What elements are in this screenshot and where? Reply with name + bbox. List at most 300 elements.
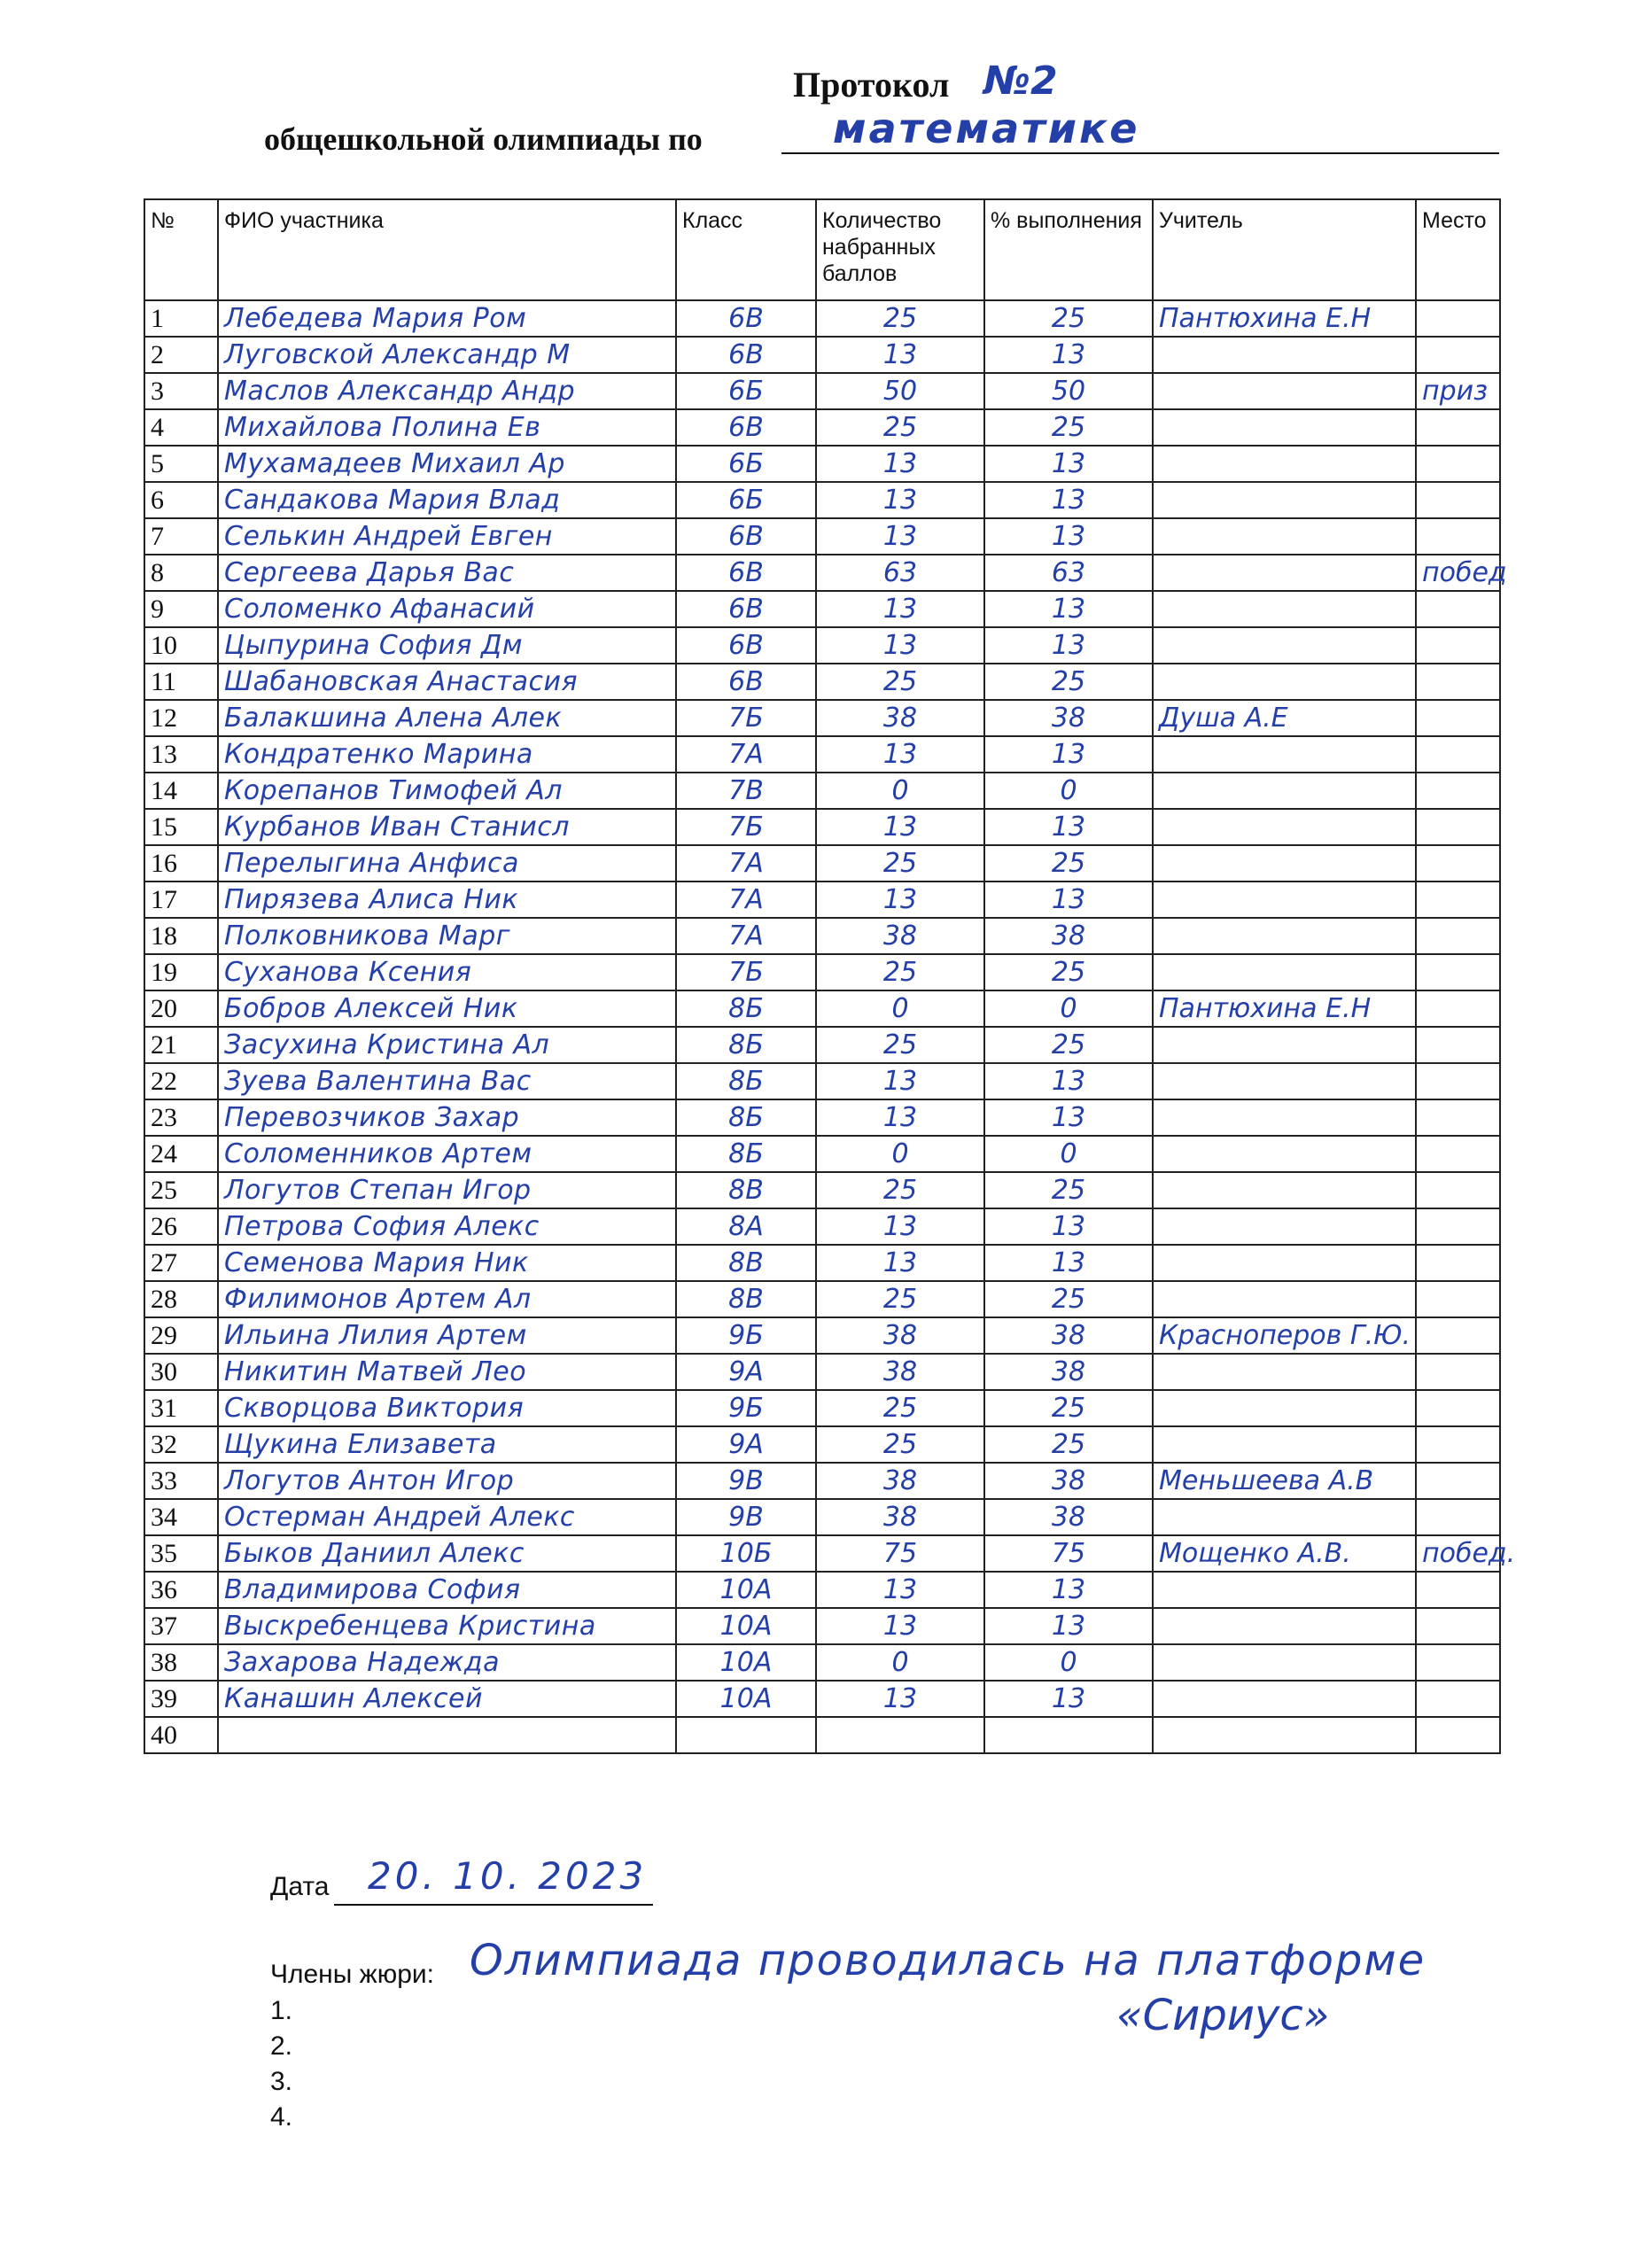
participant-score: 13 <box>816 1245 984 1281</box>
participant-place <box>1416 409 1500 446</box>
participant-percent: 0 <box>984 1136 1153 1172</box>
participant-class: 10Б <box>676 1535 816 1572</box>
row-number: 28 <box>144 1281 218 1317</box>
participant-name: Селькин Андрей Евген <box>218 518 676 555</box>
row-number: 35 <box>144 1535 218 1572</box>
participant-percent: 25 <box>984 1172 1153 1208</box>
participant-percent: 13 <box>984 627 1153 664</box>
table-row <box>144 1499 1500 1535</box>
table-row <box>144 1535 1500 1572</box>
participant-place <box>1416 918 1500 954</box>
table-row <box>144 1136 1500 1172</box>
participant-place <box>1416 809 1500 845</box>
participant-score: 38 <box>816 1499 984 1535</box>
participant-name: Канашин Алексей <box>218 1681 676 1717</box>
row-number: 11 <box>144 664 218 700</box>
col-score: Количество набранных баллов <box>816 199 984 300</box>
participant-percent: 25 <box>984 1281 1153 1317</box>
row-number: 4 <box>144 409 218 446</box>
participant-place <box>1416 627 1500 664</box>
participant-score: 63 <box>816 555 984 591</box>
table-row <box>144 845 1500 882</box>
participant-percent: 13 <box>984 591 1153 627</box>
participant-class: 6В <box>676 555 816 591</box>
table-row <box>144 1245 1500 1281</box>
participant-percent: 13 <box>984 1063 1153 1099</box>
table-row <box>144 664 1500 700</box>
participant-class: 9В <box>676 1499 816 1535</box>
participant-name: Ильина Лилия Артем <box>218 1317 676 1354</box>
participant-name: Мухамадеев Михаил Ар <box>218 446 676 482</box>
participant-teacher: Красноперов Г.Ю. <box>1153 1317 1416 1354</box>
table-row <box>144 518 1500 555</box>
row-number: 9 <box>144 591 218 627</box>
participant-teacher <box>1153 373 1416 409</box>
participant-place <box>1416 337 1500 373</box>
participant-class: 10А <box>676 1644 816 1681</box>
row-number: 22 <box>144 1063 218 1099</box>
row-number: 27 <box>144 1245 218 1281</box>
table-row <box>144 809 1500 845</box>
participant-place <box>1416 664 1500 700</box>
participant-percent: 38 <box>984 918 1153 954</box>
participant-class: 9А <box>676 1354 816 1390</box>
participant-percent: 50 <box>984 373 1153 409</box>
participant-teacher <box>1153 1644 1416 1681</box>
participant-percent: 13 <box>984 1099 1153 1136</box>
participant-class: 9Б <box>676 1390 816 1426</box>
participant-name: Остерман Андрей Алекс <box>218 1499 676 1535</box>
participant-class: 7А <box>676 736 816 773</box>
participant-class: 7В <box>676 773 816 809</box>
participant-score: 13 <box>816 1608 984 1644</box>
participant-name: Соломенко Афанасий <box>218 591 676 627</box>
participant-class: 9Б <box>676 1317 816 1354</box>
participant-teacher <box>1153 1354 1416 1390</box>
participant-class: 8Б <box>676 1063 816 1099</box>
participant-percent: 13 <box>984 518 1153 555</box>
table-row <box>144 1208 1500 1245</box>
participant-teacher: Пантюхина Е.Н <box>1153 990 1416 1027</box>
participant-name: Владимирова София <box>218 1572 676 1608</box>
participant-name: Зуева Валентина Вас <box>218 1063 676 1099</box>
participant-place <box>1416 1172 1500 1208</box>
table-row <box>144 627 1500 664</box>
participant-class: 9А <box>676 1426 816 1463</box>
jury-number-3: 3. <box>270 2067 293 2096</box>
participant-name: Лебедева Мария Ром <box>218 300 676 337</box>
olympiad-subtitle: общешкольной олимпиады по <box>264 121 703 157</box>
row-number: 24 <box>144 1136 218 1172</box>
participant-percent: 13 <box>984 809 1153 845</box>
table-row <box>144 1317 1500 1354</box>
participant-name: Сандакова Мария Влад <box>218 482 676 518</box>
row-number: 26 <box>144 1208 218 1245</box>
participant-place <box>1416 882 1500 918</box>
participant-teacher <box>1153 518 1416 555</box>
olympiad-subject: математике <box>833 105 1140 152</box>
participant-place <box>1416 591 1500 627</box>
row-number: 34 <box>144 1499 218 1535</box>
participant-percent: 13 <box>984 1608 1153 1644</box>
participant-name: Шабановская Анастасия <box>218 664 676 700</box>
table-row <box>144 954 1500 990</box>
participant-teacher <box>1153 1426 1416 1463</box>
participant-name: Никитин Матвей Лео <box>218 1354 676 1390</box>
participant-place <box>1416 1499 1500 1535</box>
row-number: 39 <box>144 1681 218 1717</box>
participant-teacher <box>1153 845 1416 882</box>
participant-score: 38 <box>816 1354 984 1390</box>
participant-percent: 25 <box>984 409 1153 446</box>
participant-place <box>1416 300 1500 337</box>
participant-teacher <box>1153 1136 1416 1172</box>
participant-teacher <box>1153 1572 1416 1608</box>
participant-teacher <box>1153 1245 1416 1281</box>
participant-name: Логутов Антон Игор <box>218 1463 676 1499</box>
participant-teacher <box>1153 591 1416 627</box>
participant-percent: 38 <box>984 700 1153 736</box>
table-row <box>144 373 1500 409</box>
date-value: 20. 10. 2023 <box>368 1854 648 1898</box>
participant-class: 6В <box>676 591 816 627</box>
participant-percent: 13 <box>984 446 1153 482</box>
date-label: Дата <box>270 1872 330 1901</box>
row-number: 32 <box>144 1426 218 1463</box>
participant-class: 7А <box>676 845 816 882</box>
participant-class: 7А <box>676 918 816 954</box>
participant-class: 6В <box>676 518 816 555</box>
col-place: Место <box>1416 199 1500 300</box>
table-row <box>144 555 1500 591</box>
participant-name: Бобров Алексей Ник <box>218 990 676 1027</box>
participant-teacher <box>1153 1717 1416 1753</box>
participant-place <box>1416 990 1500 1027</box>
participant-place <box>1416 1136 1500 1172</box>
table-row <box>144 1463 1500 1499</box>
participant-place <box>1416 1317 1500 1354</box>
row-number: 16 <box>144 845 218 882</box>
participant-score: 13 <box>816 1572 984 1608</box>
participant-score: 13 <box>816 518 984 555</box>
row-number: 15 <box>144 809 218 845</box>
table-row <box>144 1572 1500 1608</box>
participant-teacher <box>1153 446 1416 482</box>
participant-class: 7А <box>676 882 816 918</box>
participant-name: Маслов Александр Андр <box>218 373 676 409</box>
jury-number-4: 4. <box>270 2102 293 2132</box>
row-number: 6 <box>144 482 218 518</box>
table-row <box>144 1027 1500 1063</box>
participant-place <box>1416 1717 1500 1753</box>
participant-class: 6В <box>676 300 816 337</box>
participant-teacher <box>1153 1027 1416 1063</box>
table-row <box>144 990 1500 1027</box>
participant-score: 25 <box>816 1027 984 1063</box>
participant-score: 13 <box>816 627 984 664</box>
participant-teacher <box>1153 954 1416 990</box>
participant-name: Кондратенко Марина <box>218 736 676 773</box>
jury-note-line1: Олимпиада проводилась на платформе <box>470 1936 1426 1985</box>
row-number: 31 <box>144 1390 218 1426</box>
subject-underline <box>781 152 1499 154</box>
participant-name: Полковникова Марг <box>218 918 676 954</box>
table-row <box>144 300 1500 337</box>
participant-name: Щукина Елизавета <box>218 1426 676 1463</box>
participant-score: 13 <box>816 591 984 627</box>
participant-name: Выскребенцева Кристина <box>218 1608 676 1644</box>
participant-teacher <box>1153 1608 1416 1644</box>
table-row <box>144 409 1500 446</box>
col-teacher: Учитель <box>1153 199 1416 300</box>
participant-class: 8Б <box>676 1099 816 1136</box>
participant-class <box>676 1717 816 1753</box>
row-number: 21 <box>144 1027 218 1063</box>
table-row <box>144 1390 1500 1426</box>
participant-teacher <box>1153 1499 1416 1535</box>
participant-name: Засухина Кристина Ал <box>218 1027 676 1063</box>
table-row <box>144 337 1500 373</box>
row-number: 1 <box>144 300 218 337</box>
participant-place <box>1416 446 1500 482</box>
participant-place <box>1416 1354 1500 1390</box>
participant-score: 13 <box>816 882 984 918</box>
participant-score: 25 <box>816 300 984 337</box>
row-number: 29 <box>144 1317 218 1354</box>
table-row <box>144 1681 1500 1717</box>
table-row <box>144 1099 1500 1136</box>
participant-score: 25 <box>816 1172 984 1208</box>
participant-percent: 13 <box>984 337 1153 373</box>
participant-teacher <box>1153 1681 1416 1717</box>
participant-teacher <box>1153 1281 1416 1317</box>
row-number: 13 <box>144 736 218 773</box>
participant-score: 25 <box>816 1390 984 1426</box>
participant-place <box>1416 1463 1500 1499</box>
participant-score: 13 <box>816 446 984 482</box>
table-row <box>144 1354 1500 1390</box>
participant-percent: 25 <box>984 1027 1153 1063</box>
date-underline <box>334 1904 653 1906</box>
participant-place <box>1416 518 1500 555</box>
participant-teacher <box>1153 1063 1416 1099</box>
participant-class: 7Б <box>676 954 816 990</box>
participant-class: 8Б <box>676 1136 816 1172</box>
participant-name: Цыпурина София Дм <box>218 627 676 664</box>
table-row <box>144 1608 1500 1644</box>
row-number: 2 <box>144 337 218 373</box>
participant-place: побед. <box>1416 1535 1500 1572</box>
participant-teacher <box>1153 882 1416 918</box>
participant-place <box>1416 482 1500 518</box>
table-row <box>144 918 1500 954</box>
participant-score <box>816 1717 984 1753</box>
participant-teacher <box>1153 337 1416 373</box>
row-number: 8 <box>144 555 218 591</box>
participant-score: 0 <box>816 1644 984 1681</box>
participant-score: 25 <box>816 409 984 446</box>
row-number: 37 <box>144 1608 218 1644</box>
participant-name: Филимонов Артем Ал <box>218 1281 676 1317</box>
participant-name: Пирязева Алиса Ник <box>218 882 676 918</box>
participant-percent: 13 <box>984 882 1153 918</box>
participant-name: Семенова Мария Ник <box>218 1245 676 1281</box>
participant-teacher <box>1153 1390 1416 1426</box>
participant-name: Балакшина Алена Алек <box>218 700 676 736</box>
participant-name: Михайлова Полина Ев <box>218 409 676 446</box>
participant-percent: 25 <box>984 664 1153 700</box>
row-number: 38 <box>144 1644 218 1681</box>
table-row <box>144 1426 1500 1463</box>
row-number: 33 <box>144 1463 218 1499</box>
row-number: 36 <box>144 1572 218 1608</box>
participant-place <box>1416 1608 1500 1644</box>
participant-teacher <box>1153 555 1416 591</box>
participant-name: Петрова София Алекс <box>218 1208 676 1245</box>
participant-teacher <box>1153 627 1416 664</box>
participant-place <box>1416 1426 1500 1463</box>
participant-name: Перевозчиков Захар <box>218 1099 676 1136</box>
participant-class: 8Б <box>676 1027 816 1063</box>
participant-teacher: Мощенко А.В. <box>1153 1535 1416 1572</box>
participant-score: 25 <box>816 1426 984 1463</box>
participant-score: 0 <box>816 990 984 1027</box>
results-table <box>144 198 1516 1754</box>
table-row <box>144 482 1500 518</box>
participant-name: Соломенников Артем <box>218 1136 676 1172</box>
participant-class: 6Б <box>676 373 816 409</box>
participant-name: Луговской Александр М <box>218 337 676 373</box>
participant-score: 13 <box>816 1063 984 1099</box>
participant-score: 13 <box>816 736 984 773</box>
table-body <box>144 300 1516 1753</box>
participant-percent: 13 <box>984 1208 1153 1245</box>
participant-class: 6Б <box>676 446 816 482</box>
table-row <box>144 882 1500 918</box>
table-row <box>144 1281 1500 1317</box>
participant-score: 75 <box>816 1535 984 1572</box>
participant-score: 13 <box>816 337 984 373</box>
participant-place <box>1416 1390 1500 1426</box>
participant-percent: 13 <box>984 736 1153 773</box>
participant-percent: 75 <box>984 1535 1153 1572</box>
table-row <box>144 736 1500 773</box>
participant-score: 13 <box>816 809 984 845</box>
participant-name: Перелыгина Анфиса <box>218 845 676 882</box>
participant-place <box>1416 1245 1500 1281</box>
col-class: Класс <box>676 199 816 300</box>
participant-score: 25 <box>816 1281 984 1317</box>
participant-percent: 25 <box>984 1390 1153 1426</box>
participant-score: 38 <box>816 700 984 736</box>
row-number: 7 <box>144 518 218 555</box>
table-row <box>144 1063 1500 1099</box>
participant-percent: 25 <box>984 954 1153 990</box>
participant-percent: 0 <box>984 990 1153 1027</box>
participant-percent: 63 <box>984 555 1153 591</box>
participant-name: Курбанов Иван Станисл <box>218 809 676 845</box>
row-number: 14 <box>144 773 218 809</box>
participant-place <box>1416 773 1500 809</box>
participant-percent: 13 <box>984 1681 1153 1717</box>
participant-score: 0 <box>816 773 984 809</box>
participant-percent: 13 <box>984 482 1153 518</box>
row-number: 5 <box>144 446 218 482</box>
participant-name: Быков Даниил Алекс <box>218 1535 676 1572</box>
participant-percent: 38 <box>984 1354 1153 1390</box>
row-number: 12 <box>144 700 218 736</box>
row-number: 30 <box>144 1354 218 1390</box>
participant-name: Сергеева Дарья Вас <box>218 555 676 591</box>
participant-class: 8А <box>676 1208 816 1245</box>
participant-place <box>1416 845 1500 882</box>
row-number: 19 <box>144 954 218 990</box>
participant-teacher <box>1153 736 1416 773</box>
jury-note-line2: «Сириус» <box>1116 1991 1330 2040</box>
participant-place <box>1416 1572 1500 1608</box>
jury-number-1: 1. <box>270 1996 293 2025</box>
participant-score: 0 <box>816 1136 984 1172</box>
participant-class: 10А <box>676 1681 816 1717</box>
participant-class: 10А <box>676 1572 816 1608</box>
participant-class: 6В <box>676 664 816 700</box>
participant-percent: 25 <box>984 300 1153 337</box>
participant-class: 8В <box>676 1172 816 1208</box>
participant-class: 10А <box>676 1608 816 1644</box>
participant-percent: 13 <box>984 1245 1153 1281</box>
participant-name: Суханова Ксения <box>218 954 676 990</box>
participant-place <box>1416 1063 1500 1099</box>
participant-place <box>1416 1027 1500 1063</box>
participant-name: Скворцова Виктория <box>218 1390 676 1426</box>
row-number: 10 <box>144 627 218 664</box>
table-header-row <box>144 199 1500 300</box>
row-number: 3 <box>144 373 218 409</box>
row-number: 18 <box>144 918 218 954</box>
jury-number-2: 2. <box>270 2031 293 2061</box>
participant-percent: 0 <box>984 1644 1153 1681</box>
participant-class: 6Б <box>676 482 816 518</box>
participant-percent: 0 <box>984 773 1153 809</box>
participant-percent: 38 <box>984 1499 1153 1535</box>
participant-teacher <box>1153 409 1416 446</box>
table-row <box>144 773 1500 809</box>
participant-percent: 13 <box>984 1572 1153 1608</box>
table-row <box>144 1644 1500 1681</box>
participant-place <box>1416 954 1500 990</box>
participant-place <box>1416 1208 1500 1245</box>
table-row <box>144 591 1500 627</box>
participant-class: 8В <box>676 1281 816 1317</box>
participant-name: Логутов Степан Игор <box>218 1172 676 1208</box>
participant-class: 8В <box>676 1245 816 1281</box>
row-number: 17 <box>144 882 218 918</box>
participant-score: 13 <box>816 482 984 518</box>
col-number: № <box>144 199 218 300</box>
row-number: 20 <box>144 990 218 1027</box>
participant-place <box>1416 736 1500 773</box>
participant-place <box>1416 1281 1500 1317</box>
col-participant-name: ФИО участника <box>218 199 676 300</box>
table-row <box>144 1717 1500 1753</box>
participant-score: 25 <box>816 845 984 882</box>
participant-place <box>1416 1681 1500 1717</box>
participant-teacher <box>1153 482 1416 518</box>
col-percent: % выполнения <box>984 199 1153 300</box>
participant-class: 6В <box>676 627 816 664</box>
participant-score: 38 <box>816 1463 984 1499</box>
participant-place <box>1416 1644 1500 1681</box>
